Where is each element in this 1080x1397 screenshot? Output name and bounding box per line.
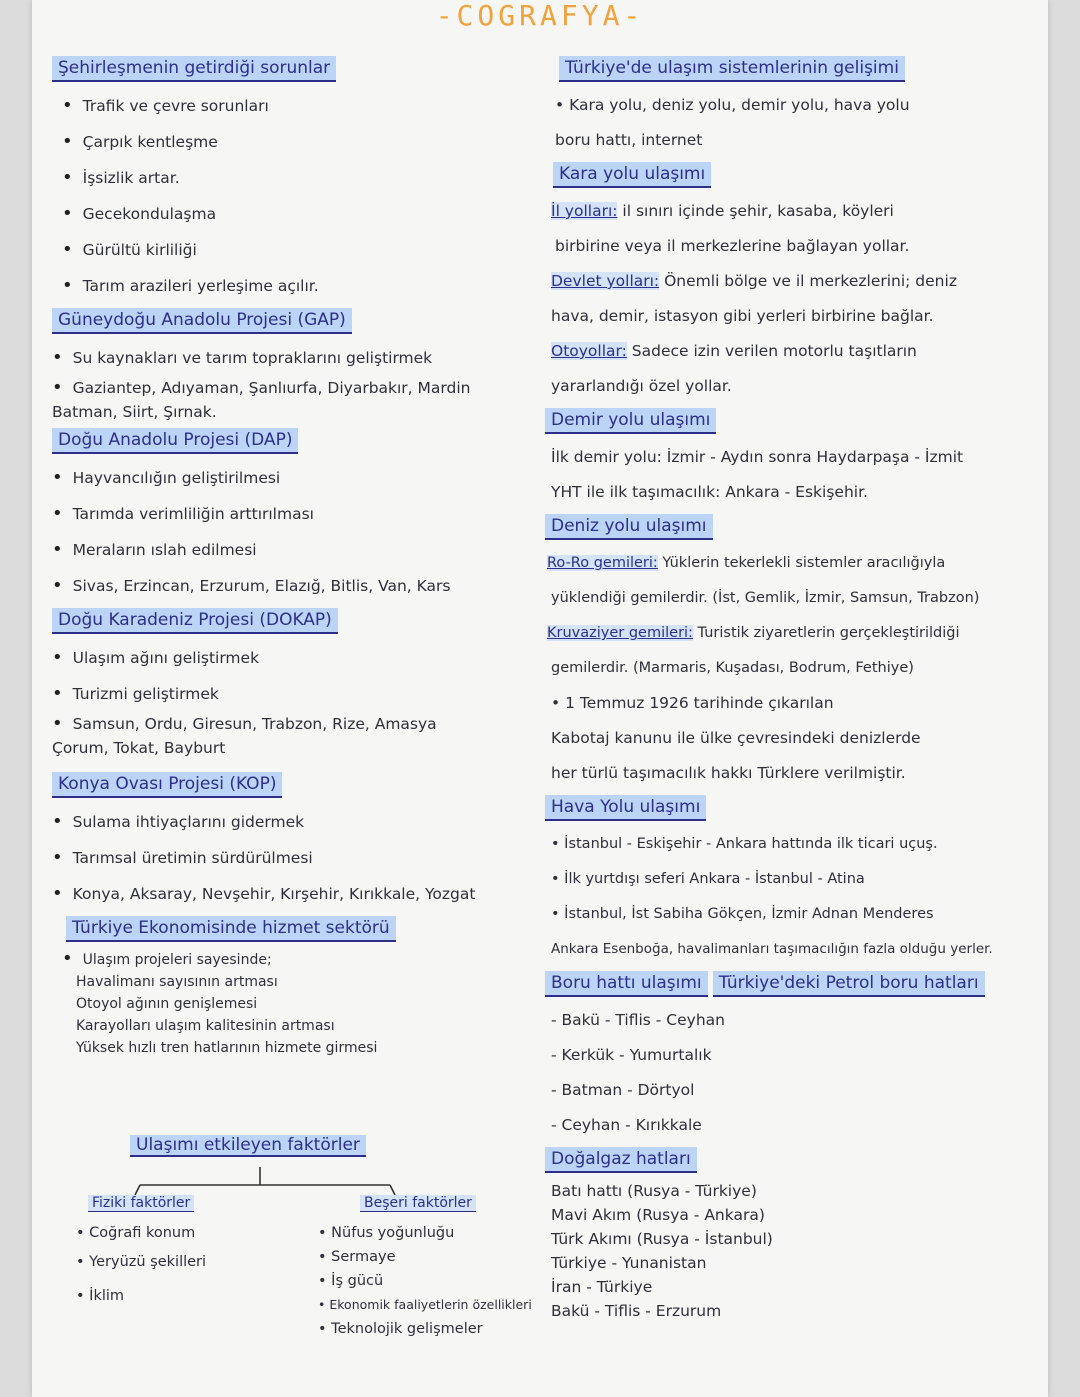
list-item: • Turizmi geliştirmek — [52, 676, 522, 712]
list-item: • Nüfus yoğunluğu — [318, 1221, 532, 1245]
section-heading: Doğu Anadolu Projesi (DAP) — [52, 428, 298, 454]
list-item: • Sulama ihtiyaçlarını gidermek — [52, 804, 522, 840]
keyword: İl yolları: — [551, 202, 618, 220]
list-item: • Su kaynakları ve tarım topraklarını geliştirmek — [52, 340, 522, 376]
section-heading: Şehirleşmenin getirdiği sorunlar — [52, 56, 336, 82]
section-heading: Doğalgaz hatları — [545, 1147, 697, 1173]
keyword: Devlet yolları: — [551, 272, 660, 290]
text-line: • İstanbul, İst Sabiha Gökçen, İzmir Adnan Menderes — [551, 906, 934, 922]
list-item: Mavi Akım (Rusya - Ankara) — [551, 1206, 765, 1224]
definition-text: il sınırı içinde şehir, kasaba, köyleri — [617, 202, 894, 220]
text-line: yüklendiği gemilerdir. (İst, Gemlik, İzmir, Samsun, Trabzon) — [551, 590, 980, 606]
list-item-continued: Batman, Siirt, Şırnak. — [52, 403, 217, 421]
list-item: • Tarımda verimliliğin arttırılması — [52, 496, 522, 532]
list-item: • Samsun, Ordu, Giresun, Trabzon, Rize, Amasya — [52, 712, 522, 736]
list-line: Otoyol ağının genişlemesi — [76, 996, 258, 1012]
section-heading: Türkiye'deki Petrol boru hatları — [713, 971, 985, 997]
list-item: • İş gücü — [318, 1269, 532, 1293]
list-item: - Kerkük - Yumurtalık — [551, 1046, 712, 1064]
list-item: • Tarımsal üretimin sürdürülmesi — [52, 840, 522, 876]
text-line: birbirine veya il merkezlerine bağlayan yollar. — [555, 237, 910, 255]
list-item: • Ekonomik faaliyetlerin özellikleri — [318, 1293, 532, 1317]
definition-line — [545, 616, 1045, 651]
section-heading: Boru hattı ulaşımı — [545, 971, 708, 997]
keyword: Kruvaziyer gemileri: — [547, 625, 693, 641]
section-heading: Doğu Karadeniz Projesi (DOKAP) — [52, 608, 338, 634]
list-line: Yüksek hızlı tren hatlarının hizmete girmesi — [76, 1040, 378, 1056]
list-item: • Teknolojik gelişmeler — [318, 1317, 532, 1341]
branch-heading-physical: Fiziki faktörler — [88, 1195, 194, 1212]
branch-list-human — [318, 1221, 532, 1341]
section-heading: Konya Ovası Projesi (KOP) — [52, 772, 282, 798]
list-item: • Meraların ıslah edilmesi — [52, 532, 522, 568]
page-title: -COGRAFYA- — [435, 0, 645, 32]
text-line: YHT ile ilk taşımacılık: Ankara - Eskişehir. — [551, 483, 868, 501]
definition-text: Yüklerin tekerlekli sistemler aracılığıyla — [657, 555, 946, 571]
definition-line — [545, 264, 1045, 299]
factors-diagram — [60, 1135, 532, 1375]
section-heading: Deniz yolu ulaşımı — [545, 514, 713, 540]
list-item: Batı hattı (Rusya - Türkiye) — [551, 1182, 757, 1200]
keyword: Ro-Ro gemileri: — [547, 555, 658, 571]
left-column — [52, 52, 522, 1059]
section-heading: Güneydoğu Anadolu Projesi (GAP) — [52, 308, 352, 334]
list-item: • Sivas, Erzincan, Erzurum, Elazığ, Bitlis, Van, Kars — [52, 568, 522, 604]
list-line: Karayolları ulaşım kalitesinin artması — [76, 1018, 335, 1034]
keyword: Otoyollar: — [551, 342, 627, 360]
list-item: Türk Akımı (Rusya - İstanbul) — [551, 1230, 773, 1248]
diagram-root: Ulaşımı etkileyen faktörler — [130, 1135, 366, 1157]
section-heading: Hava Yolu ulaşımı — [545, 795, 706, 821]
list-item: - Ceyhan - Kırıkkale — [551, 1116, 702, 1134]
definition-line — [545, 334, 1045, 369]
list-item: • İşsizlik artar. — [52, 160, 522, 196]
list-item-continued: Çorum, Tokat, Bayburt — [52, 739, 226, 757]
definition-text: Sadece izin verilen motorlu taşıtların — [626, 342, 917, 360]
section-heading: Kara yolu ulaşımı — [553, 162, 711, 188]
definition-text: Turistik ziyaretlerin gerçekleştirildiği — [692, 625, 960, 641]
branch-list-physical — [76, 1221, 206, 1313]
list-item: • Trafik ve çevre sorunları — [52, 88, 522, 124]
branch-heading-human: Beşeri faktörler — [360, 1195, 476, 1212]
list-item: Bakü - Tiflis - Erzurum — [551, 1302, 722, 1320]
list-item: • Çarpık kentleşme — [52, 124, 522, 160]
list-item: • İklim — [76, 1279, 206, 1313]
list-item: İran - Türkiye — [551, 1278, 653, 1296]
list-item: • Gaziantep, Adıyaman, Şanlıurfa, Diyarbakır, Mardin — [52, 376, 522, 400]
right-column — [545, 52, 1045, 1323]
list-item: Türkiye - Yunanistan — [551, 1254, 707, 1272]
text-line: İlk demir yolu: İzmir - Aydın sonra Haydarpaşa - İzmit — [551, 448, 964, 466]
list-item: • Hayvancılığın geliştirilmesi — [52, 460, 522, 496]
list-item: • Gecekondulaşma — [52, 196, 522, 232]
text-line: Ankara Esenboğa, havalimanları taşımacılığın fazla olduğu yerler. — [551, 941, 993, 957]
text-line: hava, demir, istasyon gibi yerleri birbirine bağlar. — [551, 307, 934, 325]
list-item: - Bakü - Tiflis - Ceyhan — [551, 1011, 725, 1029]
section-heading: Türkiye'de ulaşım sistemlerinin gelişimi — [559, 56, 905, 82]
section-heading: Türkiye Ekonomisinde hizmet sektörü — [66, 916, 396, 942]
definition-line — [545, 546, 1045, 581]
text-line: boru hattı, internet — [555, 131, 703, 149]
text-line: • 1 Temmuz 1926 tarihinde çıkarılan — [551, 694, 834, 712]
section-heading: Demir yolu ulaşımı — [545, 408, 716, 434]
list-item: • Coğrafi konum — [76, 1221, 206, 1245]
list-item: - Batman - Dörtyol — [551, 1081, 695, 1099]
text-line: gemilerdir. (Marmaris, Kuşadası, Bodrum, Fethiye) — [551, 660, 914, 676]
list-item: • Gürültü kirliliği — [52, 232, 522, 268]
text-line: Kabotaj kanunu ile ülke çevresindeki denizlerde — [551, 729, 921, 747]
definition-text: Önemli bölge ve il merkezlerini; deniz — [659, 272, 957, 290]
list-item: • Ulaşım projeleri sayesinde; — [52, 948, 522, 971]
definition-line — [545, 194, 1045, 229]
text-line: • Kara yolu, deniz yolu, demir yolu, hava yolu — [555, 96, 910, 114]
list-line: Havalimanı sayısının artması — [76, 974, 278, 990]
list-item: • Konya, Aksaray, Nevşehir, Kırşehir, Kırıkkale, Yozgat — [52, 876, 522, 912]
text-line: her türlü taşımacılık hakkı Türklere verilmiştir. — [551, 764, 906, 782]
text-line: • İstanbul - Eskişehir - Ankara hattında ilk ticari uçuş. — [551, 836, 938, 852]
list-item: • Yeryüzü şekilleri — [76, 1245, 206, 1279]
list-item: • Sermaye — [318, 1245, 532, 1269]
list-item: • Tarım arazileri yerleşime açılır. — [52, 268, 522, 304]
list-item: • Ulaşım ağını geliştirmek — [52, 640, 522, 676]
text-line: • İlk yurtdışı seferi Ankara - İstanbul - Atina — [551, 871, 865, 887]
text-line: yararlandığı özel yollar. — [551, 377, 732, 395]
